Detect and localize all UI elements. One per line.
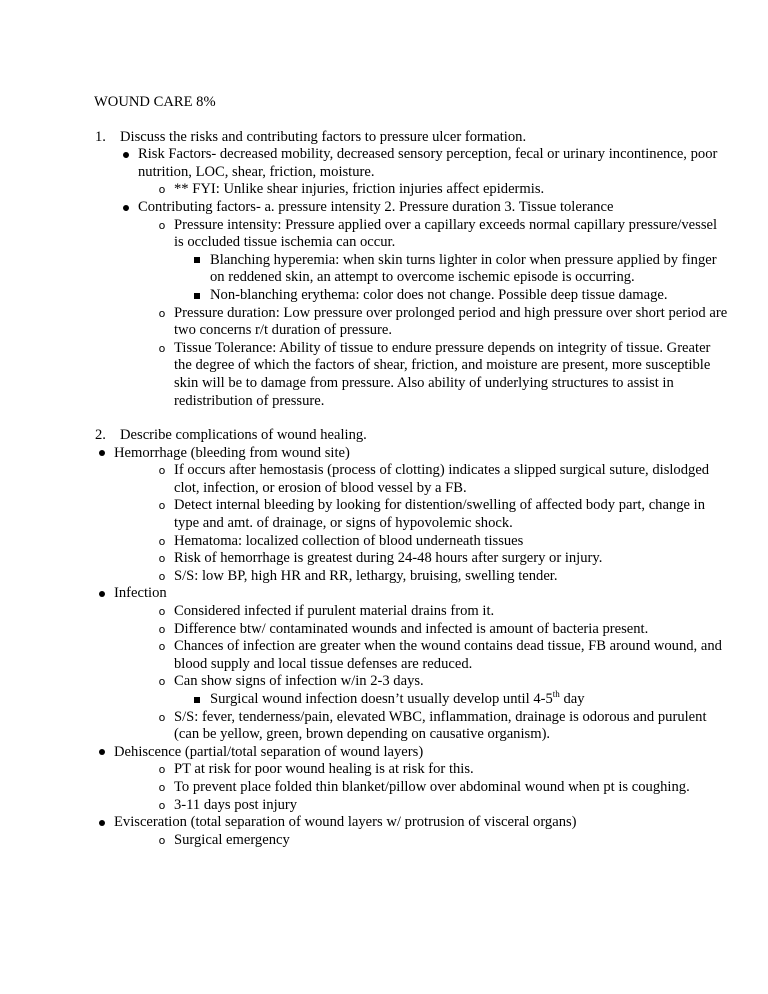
item-text: Blanching hyperemia: when skin turns lighter in color when pressure applied by finger on reddened skin, an attempt to overcome ischemic episode is occurring. bbox=[210, 251, 717, 286]
circle-bullet-icon: o bbox=[158, 552, 166, 566]
superscript: th bbox=[552, 689, 560, 700]
circle-bullet-icon: o bbox=[158, 499, 166, 513]
circle-bullet-icon: o bbox=[158, 798, 166, 812]
circle-bullet-icon: o bbox=[158, 763, 166, 777]
list-item bbox=[94, 603, 728, 621]
item-text: Can show signs of infection w/in 2-3 days. bbox=[174, 673, 424, 690]
list-item bbox=[94, 621, 728, 639]
circle-bullet-icon: o bbox=[158, 464, 166, 478]
circle-bullet-icon: o bbox=[158, 710, 166, 724]
list-item bbox=[94, 744, 728, 762]
circle-bullet-icon: o bbox=[158, 341, 166, 355]
list-item bbox=[94, 340, 728, 410]
item-text: Risk Factors- decreased mobility, decreased sensory perception, fecal or urinary incontinence, poor nutrition, LOC, shear, friction, moisture. bbox=[138, 146, 718, 180]
item-text: Pressure duration: Low pressure over prolonged period and high pressure over short period are two concerns r/t duration of pressure. bbox=[174, 304, 728, 339]
item-text: Considered infected if purulent material drains from it. bbox=[174, 603, 495, 620]
list-item bbox=[94, 832, 728, 850]
list-item bbox=[94, 181, 728, 199]
question-number: 1. bbox=[95, 128, 106, 145]
list-item bbox=[94, 638, 728, 673]
item-text: Detect internal bleeding by looking for distention/swelling of affected body part, change in type and amt. of drainage, or signs of hypovolemic shock. bbox=[174, 497, 706, 532]
circle-bullet-icon: o bbox=[158, 306, 166, 320]
question-text: Describe complications of wound healing. bbox=[120, 427, 367, 444]
item-text: Risk of hemorrhage is greatest during 24-48 hours after surgery or injury. bbox=[174, 550, 603, 567]
list-item bbox=[94, 497, 728, 532]
question-2 bbox=[94, 427, 728, 445]
circle-bullet-icon: o bbox=[158, 622, 166, 636]
item-text: Dehiscence (partial/total separation of wound layers) bbox=[114, 743, 424, 760]
item-text: PT at risk for poor wound healing is at risk for this. bbox=[174, 761, 474, 778]
list-item bbox=[94, 568, 728, 586]
item-text: Chances of infection are greater when the wound contains dead tissue, FB around wound, and blood supply and local tissue defenses are reduced. bbox=[174, 638, 722, 672]
bullet-icon bbox=[118, 146, 134, 164]
item-text: Pressure intensity: Pressure applied over a capillary exceeds normal capillary pressure/vessel is occluded tissue ischemia can occur. bbox=[174, 216, 718, 251]
list-item bbox=[94, 199, 728, 217]
item-text: Surgical emergency bbox=[174, 831, 290, 848]
item-text: Tissue Tolerance: Ability of tissue to endure pressure depends on integrity of tissue. Greater the degree of which the factors of shear, friction, and moisture are present, more susceptible skin will be to damage from pressure. Also ability of underlying structures to assist in redistribution of pressure. bbox=[174, 339, 711, 409]
item-text: Evisceration (total separation of wound layers w/ protrusion of visceral organs) bbox=[114, 814, 577, 831]
item-text: S/S: low BP, high HR and RR, lethargy, bruising, swelling tender. bbox=[174, 567, 558, 584]
list-item bbox=[94, 462, 728, 497]
bullet-icon bbox=[94, 445, 110, 463]
item-text: If occurs after hemostasis (process of clotting) indicates a slipped surgical suture, dislodged clot, infection, or erosion of blood vessel by a FB. bbox=[174, 462, 710, 496]
list-item bbox=[94, 287, 728, 305]
page-title: WOUND CARE 8% bbox=[94, 94, 216, 110]
item-text: ** FYI: Unlike shear injuries, friction injuries affect epidermis. bbox=[174, 181, 545, 198]
square-bullet-icon bbox=[189, 287, 205, 305]
item-text: Hematoma: localized collection of blood underneath tissues bbox=[174, 532, 524, 549]
list-item bbox=[94, 814, 728, 832]
item-text: Infection bbox=[114, 585, 167, 602]
bullet-icon bbox=[94, 744, 110, 762]
item-text: day bbox=[559, 691, 585, 707]
circle-bullet-icon: o bbox=[158, 833, 166, 847]
list-item bbox=[94, 252, 728, 287]
circle-bullet-icon: o bbox=[158, 640, 166, 654]
list-item bbox=[94, 585, 728, 603]
list-item bbox=[94, 691, 728, 709]
square-bullet-icon bbox=[189, 691, 205, 709]
item-text: S/S: fever, tenderness/pain, elevated WBC, inflammation, drainage is odorous and purulent (can be yellow, green, brown depending on causative organism). bbox=[174, 708, 707, 743]
list-item bbox=[94, 673, 728, 691]
bullet-icon bbox=[118, 199, 134, 217]
question-text: Discuss the risks and contributing factors to pressure ulcer formation. bbox=[120, 128, 527, 145]
list-item bbox=[94, 550, 728, 568]
question-number: 2. bbox=[95, 427, 106, 444]
list-item bbox=[94, 797, 728, 815]
list-item bbox=[94, 146, 728, 181]
item-text: To prevent place folded thin blanket/pillow over abdominal wound when pt is coughing. bbox=[174, 778, 690, 795]
circle-bullet-icon: o bbox=[158, 534, 166, 548]
circle-bullet-icon: o bbox=[158, 780, 166, 794]
item-text: Surgical wound infection doesn’t usually develop until 4-5 bbox=[210, 691, 553, 707]
circle-bullet-icon: o bbox=[158, 605, 166, 619]
bullet-icon bbox=[94, 814, 110, 832]
circle-bullet-icon: o bbox=[158, 183, 166, 197]
list-item bbox=[94, 779, 728, 797]
list-item bbox=[94, 217, 728, 252]
list-item bbox=[94, 305, 728, 340]
item-text: Contributing factors- a. pressure intensity 2. Pressure duration 3. Tissue tolerance bbox=[138, 198, 614, 215]
item-text: Hemorrhage (bleeding from wound site) bbox=[114, 444, 350, 461]
question-1 bbox=[94, 129, 728, 147]
list-item bbox=[94, 445, 728, 463]
square-bullet-icon bbox=[189, 252, 205, 270]
circle-bullet-icon: o bbox=[158, 569, 166, 583]
list-item bbox=[94, 709, 728, 744]
item-text: Non-blanching erythema: color does not change. Possible deep tissue damage. bbox=[210, 286, 668, 303]
list-item bbox=[94, 761, 728, 779]
list-item bbox=[94, 533, 728, 551]
bullet-icon bbox=[94, 585, 110, 603]
circle-bullet-icon: o bbox=[158, 675, 166, 689]
circle-bullet-icon: o bbox=[158, 218, 166, 232]
item-text: 3-11 days post injury bbox=[174, 796, 298, 813]
item-text: Difference btw/ contaminated wounds and infected is amount of bacteria present. bbox=[174, 620, 649, 637]
